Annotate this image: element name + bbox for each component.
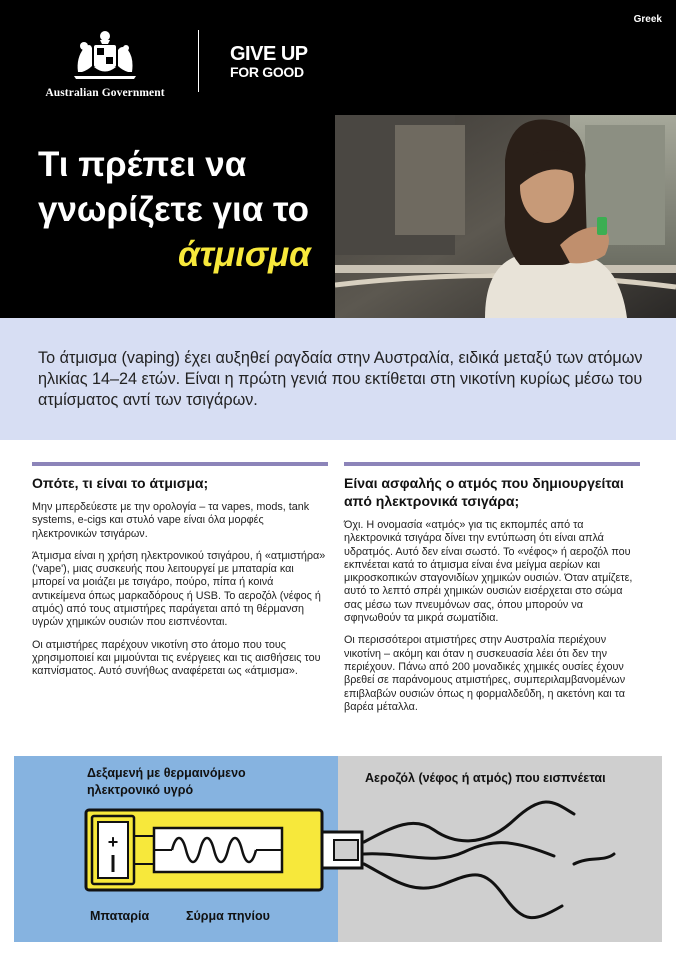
tank-label: Δεξαμενή με θερμαινόμενο ηλεκτρονικό υγρό <box>87 766 246 797</box>
aerosol-cloud-icon <box>364 802 614 918</box>
title-line-2: γνωρίζετε για το <box>38 190 310 229</box>
campaign-line-2: FOR GOOD <box>230 64 304 80</box>
right-heading: Είναι ασφαλής ο ατμός που δημιουργείται από ηλεκτρονικά τσιγάρα; <box>344 475 624 509</box>
battery-plus: + <box>107 832 119 852</box>
australian-government-logo <box>30 28 180 99</box>
intro-band <box>0 318 676 440</box>
give-up-for-good-logo <box>230 44 308 79</box>
government-name: Australian Government <box>45 87 165 99</box>
title-line-1: Τι πρέπει να <box>38 145 247 184</box>
right-paragraph: Οι περισσότεροι ατμιστήρες στην Αυστραλία περιέχουν νικοτίνη – ακόμη και όταν η συσκευασία λέει ότι δεν την περιέχουν. Πάνω από 200 μοναδικές χημικές ουσίες έχουν βρεθεί σε παράνομους ατμιστήρες, συμπεριλαμβανομένων επιβλαβών ουσιών όπως η φορμαλδεΰδη, η ακετόνη και τα βαρέα μέταλλα. <box>344 634 626 713</box>
right-column <box>344 462 640 723</box>
left-paragraph: Οι ατμιστήρες παρέχουν νικοτίνη στο άτομο που τους χρησιμοποιεί και μιμούνται τις ενέργειες και τις αισθήσεις του καπνίσματος. Αυτό συνήθως αναφέρεται ως «άτμισμα». <box>32 638 321 678</box>
hero-banner <box>0 0 676 318</box>
coat-of-arms-icon <box>70 28 140 80</box>
page-title <box>38 142 311 277</box>
section-rule <box>32 462 328 466</box>
right-paragraph: Όχι. Η ονομασία «ατμός» για τις εκπομπές από τα ηλεκτρονικά τσιγάρα δίνει την εντύπωση ότι είναι απλά υδρατμός. Αυτό δεν είναι σωστό. Το «νέφος» ή αεροζόλ που εκπνέεται κατά το άτμισμα είναι ένα μείγμα αερίων και μικροσκοπικών σταγονιδίων χημικών ουσιών. Όταν ατμίζετε, αυτό το λεπτό σπρέι χημικών ουσιών εισέρχεται στο σώμα σας μέσω των πνευμόνων σας, όπου μπορούν να σφηνωθούν τα μικρά σωματίδια. <box>344 519 633 625</box>
aerosol-label: Αεροζόλ (νέφος ή ατμός) που εισπνέεται <box>365 771 606 785</box>
intro-text: Το άτμισμα (vaping) έχει αυξηθεί ραγδαία στην Αυστραλία, ειδικά μεταξύ των ατόμων ηλικίας 14–24 ετών. Είναι η πρώτη γενιά που εκτίθεται στη νικοτίνη κυρίως μέσω του ατμίσματος αντί των τσιγάρων. <box>38 349 643 409</box>
coil-label: Σύρμα πηνίου <box>186 909 270 923</box>
left-paragraph: Άτμισμα είναι η χρήση ηλεκτρονικού τσιγάρου, ή «ατμιστήρα» ('vape'), μιας συσκευής που λειτουργεί με μπαταρία και μπορεί να μοιάζει με τσιγάρο, πούρο, πίπα ή κοινά αντικείμενα όπως μαρκαδόρους ή USB. Το αεροζόλ (νέφος ή ατμός) από τους ατμιστήρες παράγεται από τη θέρμανση υγρών χημικών ουσιών που εισπνέονται. <box>32 549 326 629</box>
header-divider <box>198 30 199 92</box>
vape-diagram <box>14 756 662 942</box>
language-label: Greek <box>633 14 662 25</box>
campaign-line-1: GIVE UP <box>230 43 308 65</box>
section-rule <box>344 462 640 466</box>
left-column <box>32 462 328 688</box>
title-accent: άτμισμα <box>178 235 311 274</box>
left-paragraph: Μην μπερδεύεστε με την ορολογία – τα vapes, mods, tank systems, e-cigs και στυλό vape είναι όλα μορφές ηλεκτρονικών τσιγάρων. <box>32 501 310 540</box>
left-heading: Οπότε, τι είναι το άτμισμα; <box>32 475 209 491</box>
mouthpiece-opening <box>334 840 358 860</box>
hero-photo <box>335 115 676 318</box>
battery-label: Μπαταρία <box>90 909 150 923</box>
